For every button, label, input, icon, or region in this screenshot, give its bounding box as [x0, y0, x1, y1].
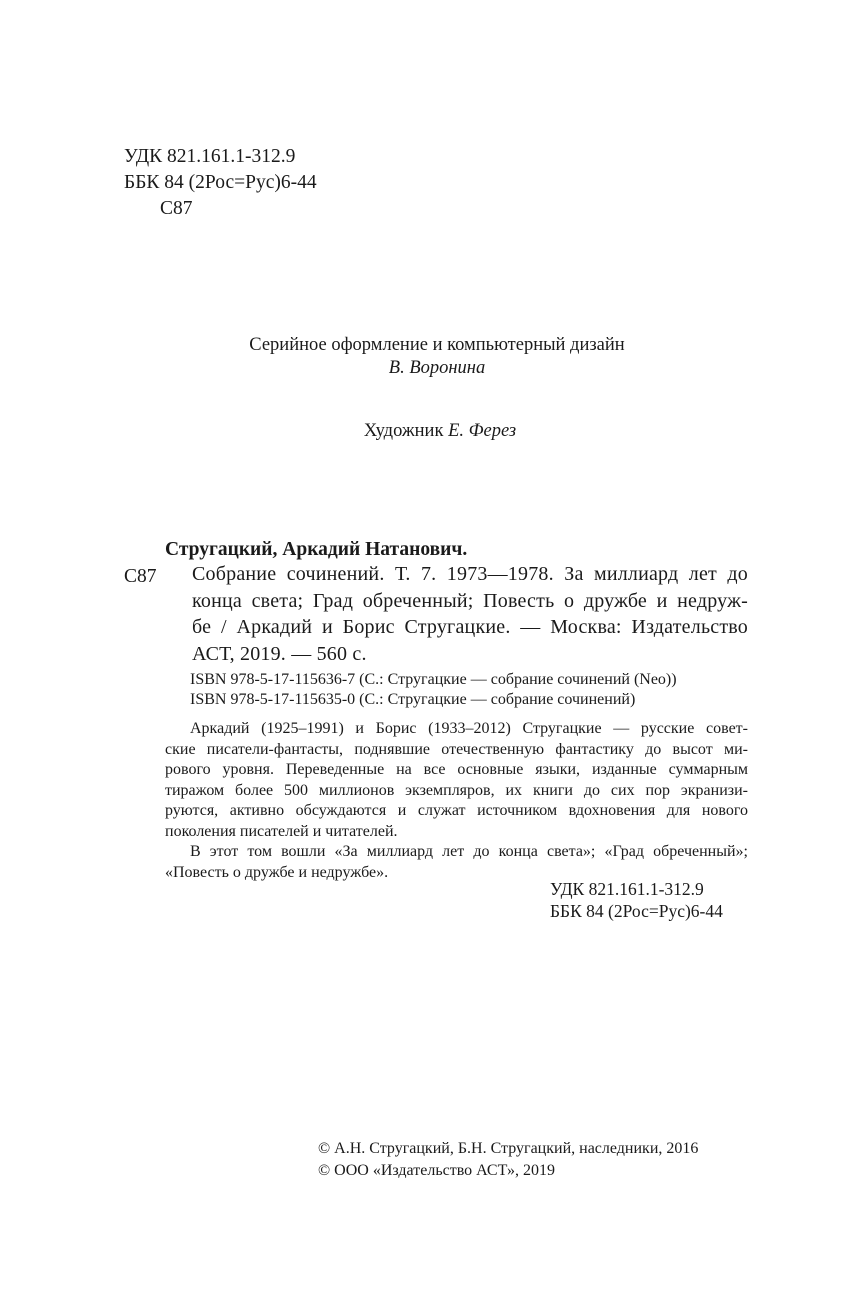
annotation-line: Аркадий (1925–1991) и Борис (1933–2012) Стругацкие — русские совет-	[190, 720, 748, 737]
design-credit-label: Серийное оформление и компьютерный дизайн	[249, 335, 625, 355]
annotation-line: «Повесть о дружбе и недружбе».	[165, 863, 389, 881]
isbn-line: ISBN 978-5-17-115635-0 (С.: Стругацкие — собрание сочинений)	[190, 691, 636, 708]
annotation-line: поколения писателей и читателей.	[165, 822, 398, 840]
bibliography-description	[192, 561, 748, 667]
description-line: бе / Аркадий и Борис Стругацкие. — Москва: Издательство	[192, 616, 748, 638]
isbn-block	[190, 670, 677, 710]
classification-top	[124, 144, 317, 222]
copyright-block	[318, 1138, 698, 1182]
annotation-line: В этот том вошли «За миллиард лет до конца света»; «Град обреченный»;	[190, 843, 748, 860]
artist-credit-label: Художник	[363, 421, 444, 441]
annotation	[165, 719, 748, 883]
design-credit	[0, 334, 844, 380]
classification-bottom	[550, 878, 723, 922]
copyright-line: © А.Н. Стругацкий, Б.Н. Стругацкий, наследники, 2016	[318, 1140, 699, 1157]
artist-credit-name: Е. Ферез	[448, 421, 517, 441]
annotation-line: руются, активно обсуждаются и служат источником вдохновения для нового	[165, 802, 748, 819]
udk-code: УДК 821.161.1-312.9	[550, 879, 704, 899]
annotation-line: рового уровня. Переведенные на все основные языки, изданные суммарным	[165, 761, 748, 778]
description-line: конца света; Град обреченный; Повесть о дружбе и недруж-	[192, 589, 748, 612]
description-line: Собрание сочинений. Т. 7. 1973—1978. За миллиард лет до	[192, 563, 748, 585]
udk-code: УДК 821.161.1-312.9	[124, 146, 296, 167]
artist-credit	[0, 420, 844, 443]
author-mark: С87	[160, 198, 193, 219]
annotation-line: тиражом более 500 миллионов экземпляров, их книги до сих пор экранизи-	[165, 781, 748, 799]
annotation-line: ские писатели-фантасты, поднявшие отечественную фантастику до высот ми-	[165, 740, 748, 758]
bbk-code: ББК 84 (2Рос=Рус)6-44	[550, 901, 723, 921]
copyright-line: © ООО «Издательство АСТ», 2019	[318, 1162, 555, 1179]
design-credit-name: В. Воронина	[388, 358, 486, 378]
isbn-line: ISBN 978-5-17-115636-7 (С.: Стругацкие — собрание сочинений (Neo))	[190, 671, 677, 688]
bbk-code: ББК 84 (2Рос=Рус)6-44	[124, 172, 317, 193]
description-line: АСТ, 2019. — 560 с.	[192, 642, 367, 665]
bibliography-author-mark: С87	[124, 566, 157, 587]
bibliography-author-heading: Стругацкий, Аркадий Натанович.	[165, 539, 468, 560]
